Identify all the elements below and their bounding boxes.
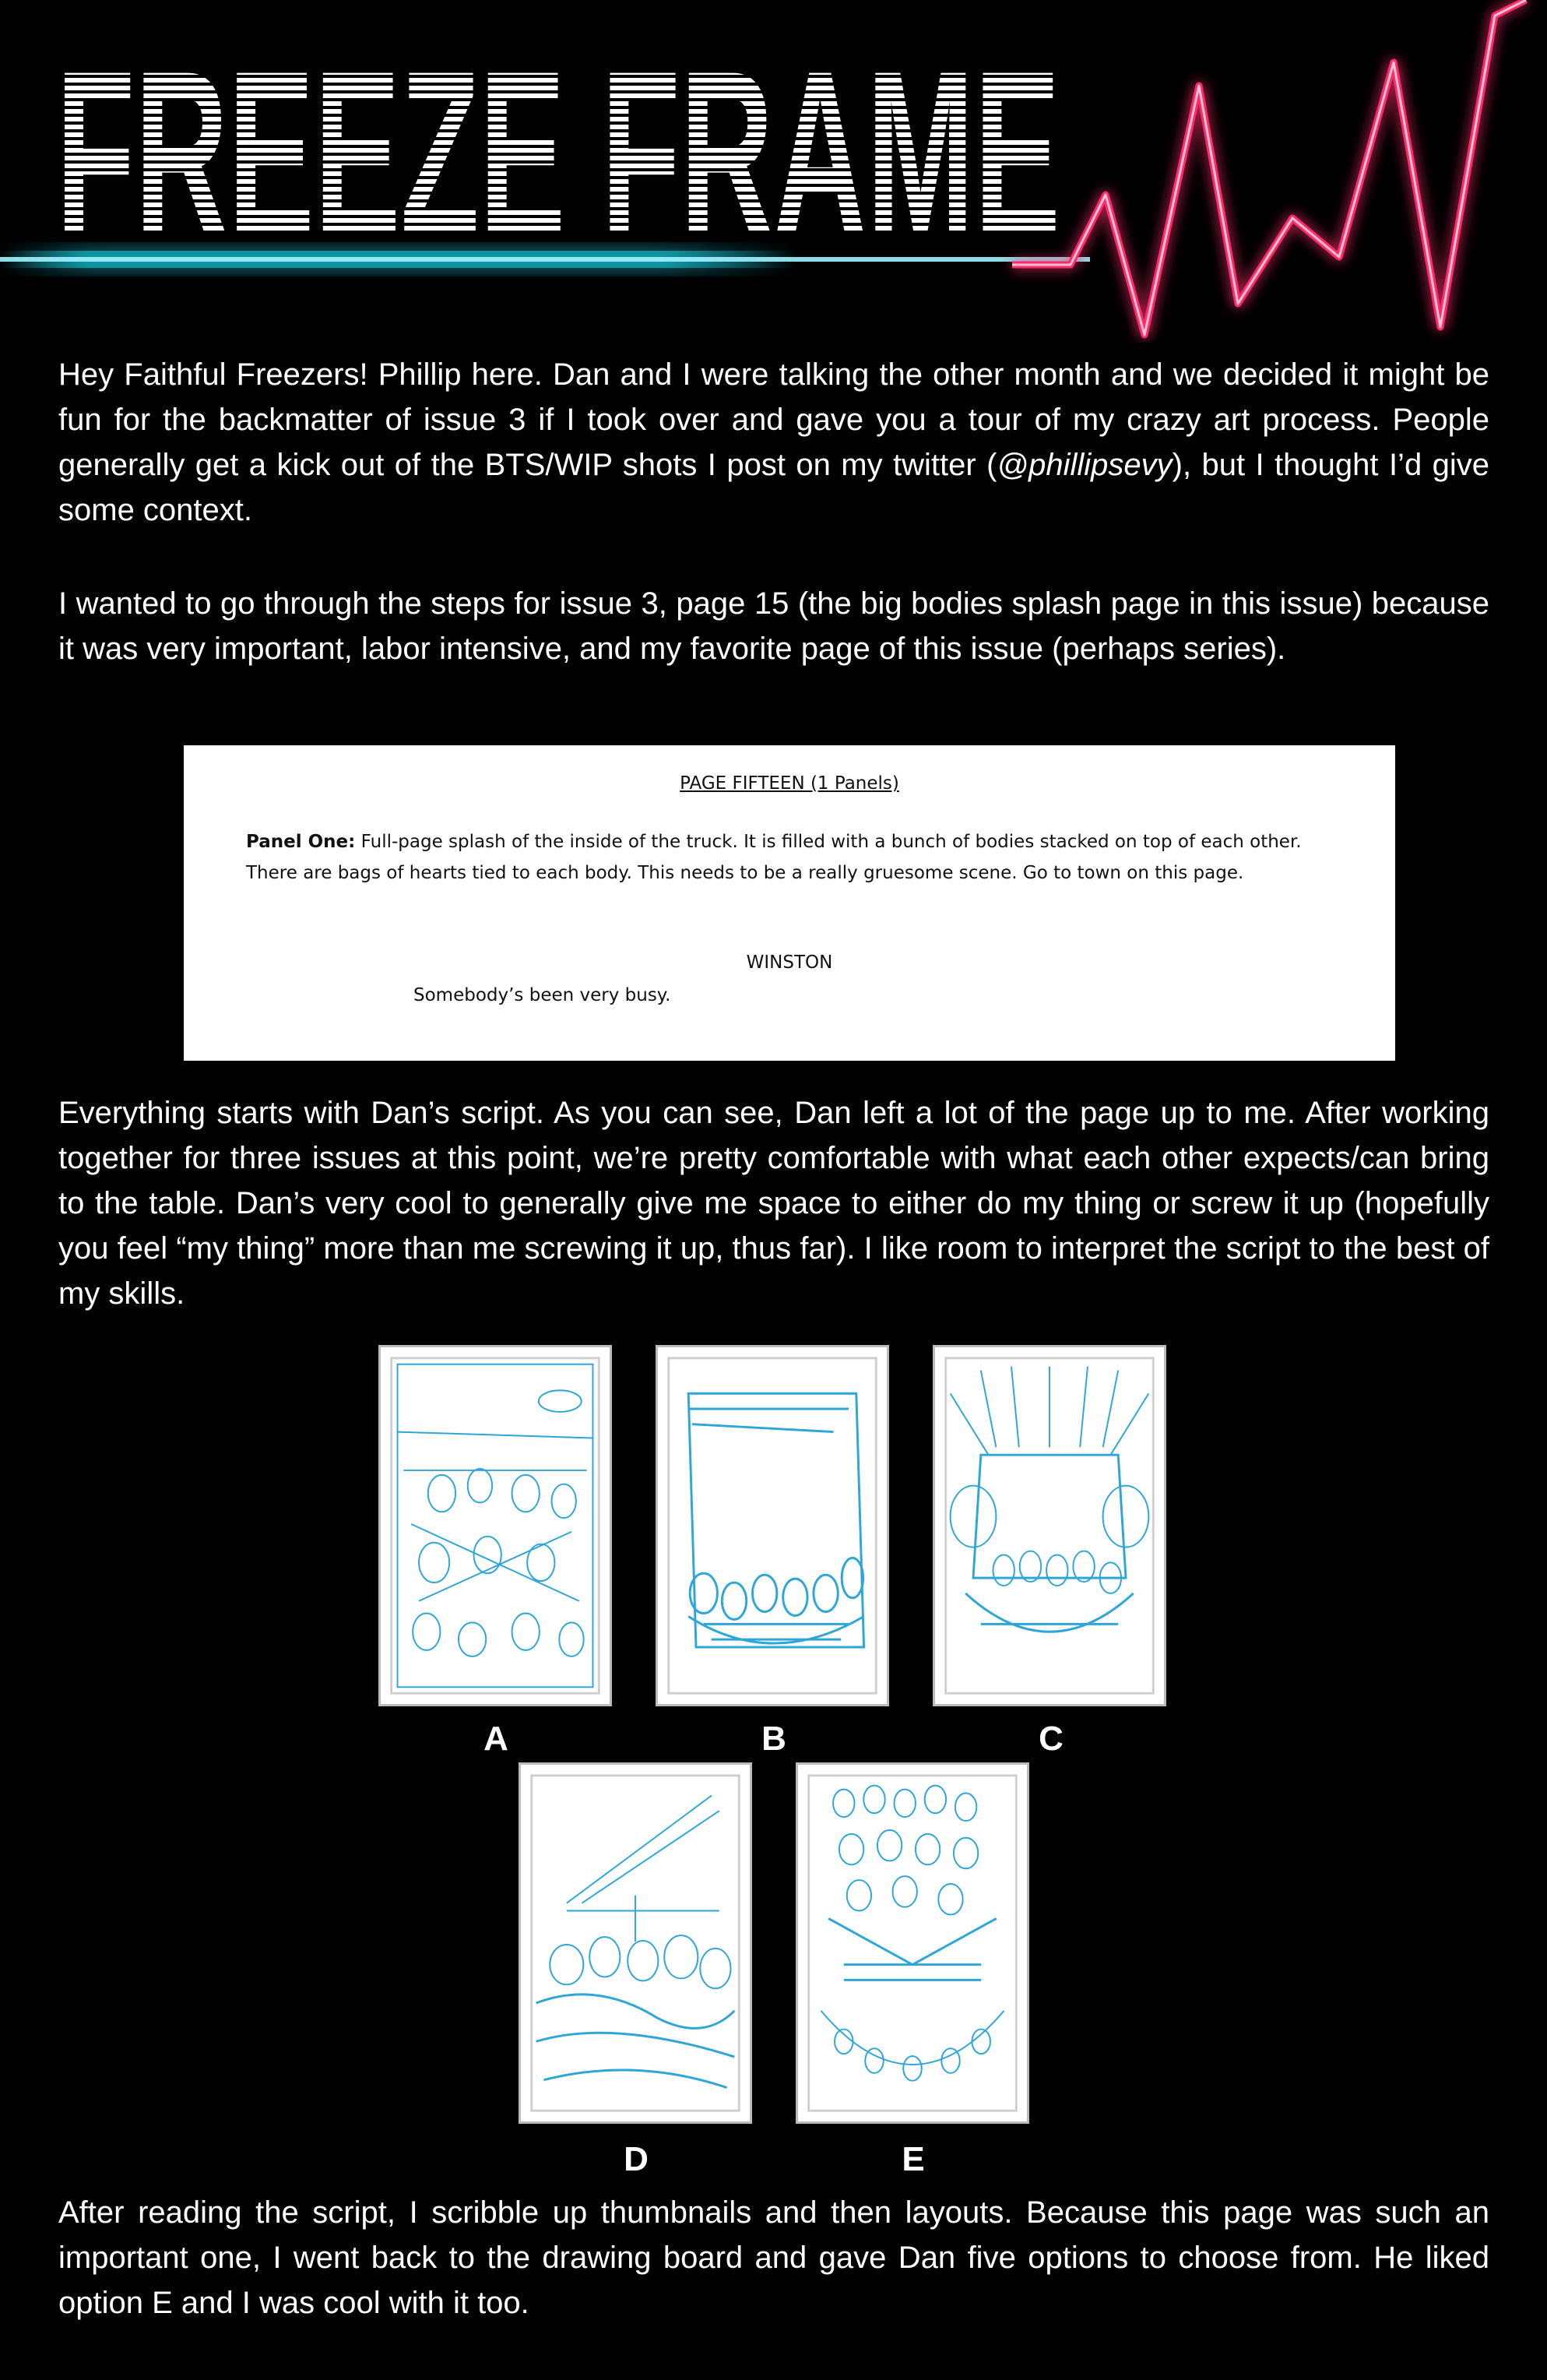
sketch-layout-icon <box>798 1765 1027 2121</box>
header-art <box>0 0 1547 343</box>
thumbnail-c <box>933 1345 1166 1706</box>
thumbnails-paragraph: After reading the script, I scribble up thumbnails and then layouts. Because this page was such an important one, I went back to the drawing board and gave Dan five options to choose from. He liked option E and I was cool with it too. <box>58 2195 1489 2320</box>
header-banner <box>0 0 1547 343</box>
script-page-title: PAGE FIFTEEN (1 Panels) <box>680 773 899 794</box>
thumbnail-label-b: B <box>761 1720 786 1758</box>
thumbnail-label-e: E <box>902 2140 925 2178</box>
panel-label: Panel One: <box>246 832 356 852</box>
sketch-layout-icon <box>521 1765 750 2121</box>
script-character-name: WINSTON <box>746 952 833 973</box>
thumbnail-label-a: A <box>483 1720 508 1758</box>
sketch-layout-icon <box>658 1347 887 1704</box>
script-dialogue: Somebody’s been very busy. <box>413 985 671 1005</box>
page-title: FREEZE FRAME <box>56 22 1060 283</box>
script-excerpt <box>184 745 1395 1061</box>
intro-text: Hey Faithful Freezers! Phillip here. Dan and I were talking the other month and we decided it might be fun for the backmatter of issue 3 if I took over and gave you a tour of my crazy art process. People generally get a kick out of the BTS/WIP shots I post on my twitter (@phillipsevy), but I thought I’d give some context. <box>58 357 1489 527</box>
panel-text: Full-page splash of the inside of the truck. It is filled with a bunch of bodies stacked on top of each other. There are bags of hearts tied to each body. This needs to be a really gruesome scene. Go to town on this page. <box>246 832 1302 883</box>
sketch-layout-icon <box>381 1347 610 1704</box>
thumbnail-e <box>796 1762 1029 2124</box>
thumbnail-d <box>519 1762 752 2124</box>
thumbnail-b <box>656 1345 889 1706</box>
page-selection-paragraph: I wanted to go through the steps for issue 3, page 15 (the big bodies splash page in this issue) because it was very important, labor intensive, and my favorite page of this issue (perhaps series). <box>58 586 1489 666</box>
intro-paragraph <box>58 352 1489 533</box>
sketch-layout-icon <box>935 1347 1164 1704</box>
thumbnail-label-c: C <box>1039 1720 1064 1758</box>
script-paragraph: Everything starts with Dan’s script. As you can see, Dan left a lot of the page up to me. After working together for three issues at this point, we’re pretty comfortable with what each other expects/can bring to the table. Dan’s very cool to generally give me space to either do my thing or screw it up (hopefully you feel “my thing” more than me screwing it up, thus far). I like room to interpret the script to the best of my skills. <box>58 1096 1489 1311</box>
thumbnail-a <box>378 1345 612 1706</box>
script-panel-description <box>246 826 1352 889</box>
twitter-handle: @phillipsevy <box>997 448 1173 482</box>
thumbnail-label-d: D <box>624 2140 649 2178</box>
